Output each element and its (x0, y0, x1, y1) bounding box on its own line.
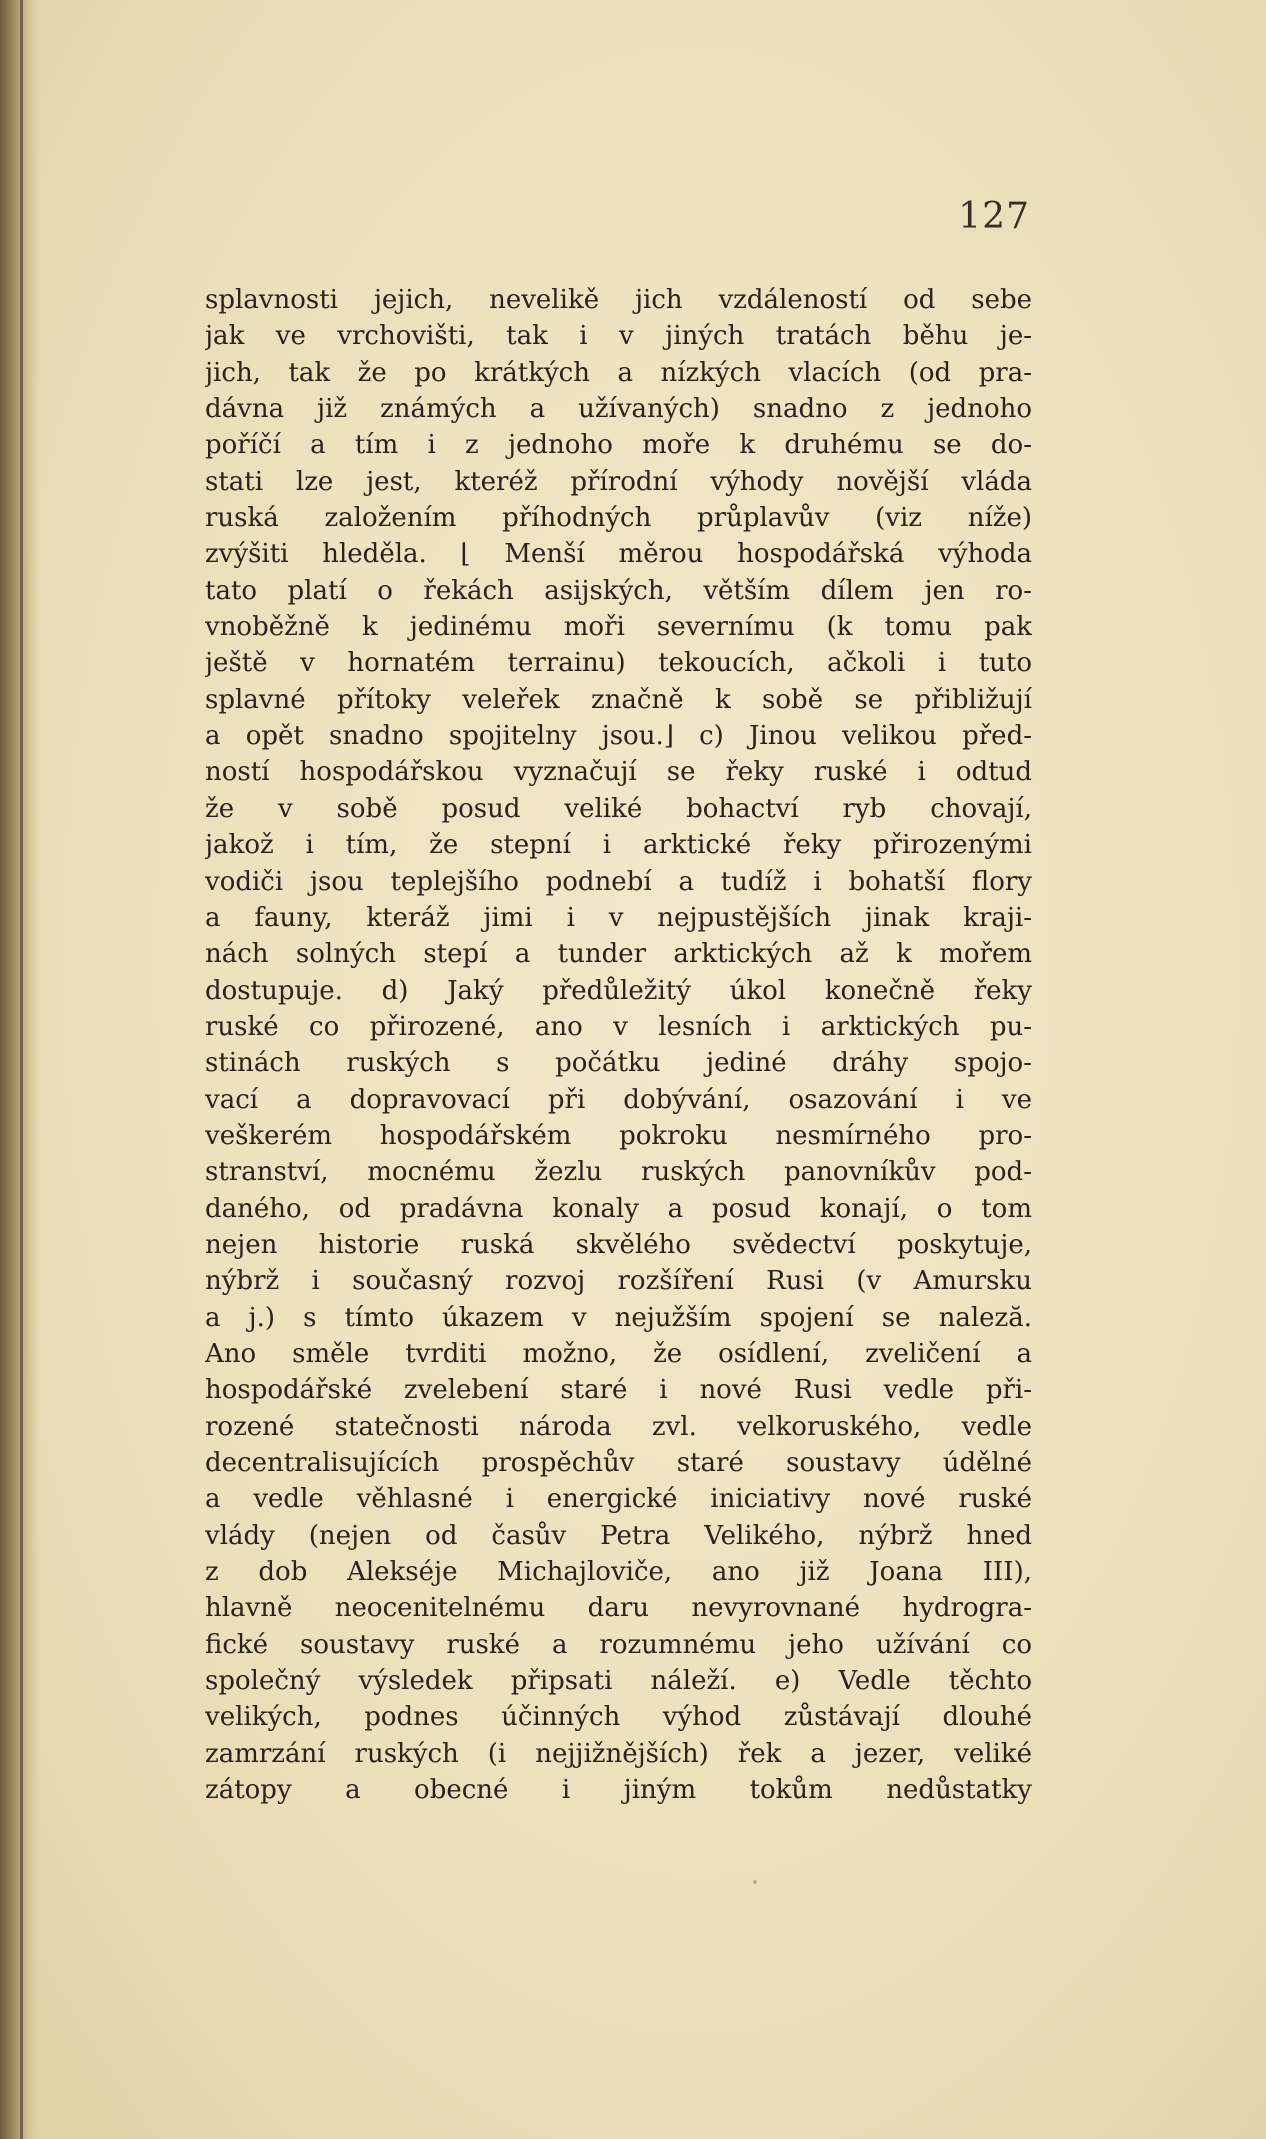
text-line: zátopy a obecné i jiným tokům nedůstatky (205, 1775, 1032, 1806)
text-line: zamrzání ruských (i nejjižnějších) řek a jezer, veliké (205, 1738, 1032, 1769)
text-line: jakož i tím, že stepní i arktické řeky přirozenými (205, 830, 1032, 861)
text-line: daného, od pradávna konaly a posud konají, o tom (205, 1193, 1032, 1224)
text-line: nách solných stepí a tunder arktických až k mořem (205, 939, 1032, 970)
text-line: hlavně neocenitelnému daru nevyrovnané hydrogra- (205, 1593, 1032, 1624)
text-line: jich, tak že po krátkých a nízkých vlacích (od pra- (205, 357, 1032, 388)
text-line: ruská založením příhodných průplavův (viz níže) (205, 503, 1032, 534)
text-line: velikých, podnes účinných výhod zůstávají dlouhé (205, 1702, 1032, 1733)
text-line: vodiči jsou teplejšího podnebí a tudíž i bohatší flory (205, 866, 1032, 897)
text-line: ruské co přirozené, ano v lesních i arktických pu- (205, 1011, 1032, 1042)
text-line: dostupuje. d) Jaký předůležitý úkol konečně řeky (205, 975, 1032, 1006)
text-line: poříčí a tím i z jednoho moře k druhému se do- (205, 430, 1032, 461)
text-line: společný výsledek připsati náleží. e) Vedle těchto (205, 1666, 1032, 1697)
page-number: 127 (958, 196, 1030, 237)
text-line: nejen historie ruská skvělého svědectví poskytuje, (205, 1229, 1032, 1260)
text-line: vnoběžně k jedinému moři severnímu (k tomu pak (205, 612, 1032, 643)
text-line: stati lze jest, kteréž přírodní výhody novější vláda (205, 466, 1032, 497)
paper-spot (753, 1880, 757, 1884)
text-line: tato platí o řekách asijských, větším dílem jen ro- (205, 575, 1032, 606)
text-line: jak ve vrchovišti, tak i v jiných tratách běhu je- (205, 321, 1032, 352)
text-line: stranství, mocnému žezlu ruských panovníkův pod- (205, 1157, 1032, 1188)
text-line: stinách ruských s počátku jediné dráhy spojo- (205, 1048, 1032, 1079)
text-line: z dob Alekséje Michajloviče, ano již Joana III), (205, 1557, 1032, 1588)
text-line: Ano směle tvrditi možno, že osídlení, zveličení a (205, 1338, 1032, 1369)
text-line: ještě v hornatém terrainu) tekoucích, ačkoli i tuto (205, 648, 1032, 679)
text-line: nýbrž i současný rozvoj rozšíření Rusi (v Amursku (205, 1266, 1032, 1297)
text-line: splavné přítoky veleřek značně k sobě se přibližují (205, 684, 1032, 715)
text-line: fické soustavy ruské a rozumnému jeho užívání co (205, 1629, 1032, 1660)
text-line: hospodářské zvelebení staré i nové Rusi vedle při- (205, 1375, 1032, 1406)
text-line: ností hospodářskou vyznačují se řeky ruské i odtud (205, 757, 1032, 788)
binding-edge-line (20, 0, 23, 2139)
text-line: veškerém hospodářském pokroku nesmírného pro- (205, 1120, 1032, 1151)
text-line: rozené statečnosti národa zvl. velkoruského, vedle (205, 1411, 1032, 1442)
text-line: že v sobě posud veliké bohactví ryb chovají, (205, 793, 1032, 824)
text-line: decentralisujících prospěchův staré soustavy údělné (205, 1448, 1032, 1478)
text-line: a opět snadno spojitelny jsou.⌋ c) Jinou velikou před- (205, 721, 1032, 752)
text-line: a vedle věhlasné i energické iniciativy nové ruské (205, 1484, 1032, 1515)
body-text (205, 282, 1032, 1808)
text-line: a fauny, kteráž jimi i v nejpustějších jinak kraji- (205, 902, 1032, 933)
text-line: splavnosti jejich, nevelikě jich vzdáleností od sebe (205, 285, 1032, 315)
text-line: zvýšiti hleděla. ⌊ Menší měrou hospodářská výhoda (205, 539, 1032, 570)
text-line: vací a dopravovací při dobývání, osazování i ve (205, 1084, 1032, 1115)
text-line: a j.) s tímto úkazem v nejužším spojení se naleză. (205, 1302, 1032, 1333)
text-line: dávna již známých a užívaných) snadno z jednoho (205, 394, 1032, 425)
text-line: vlády (nejen od časův Petra Velikého, nýbrž hned (205, 1520, 1032, 1551)
